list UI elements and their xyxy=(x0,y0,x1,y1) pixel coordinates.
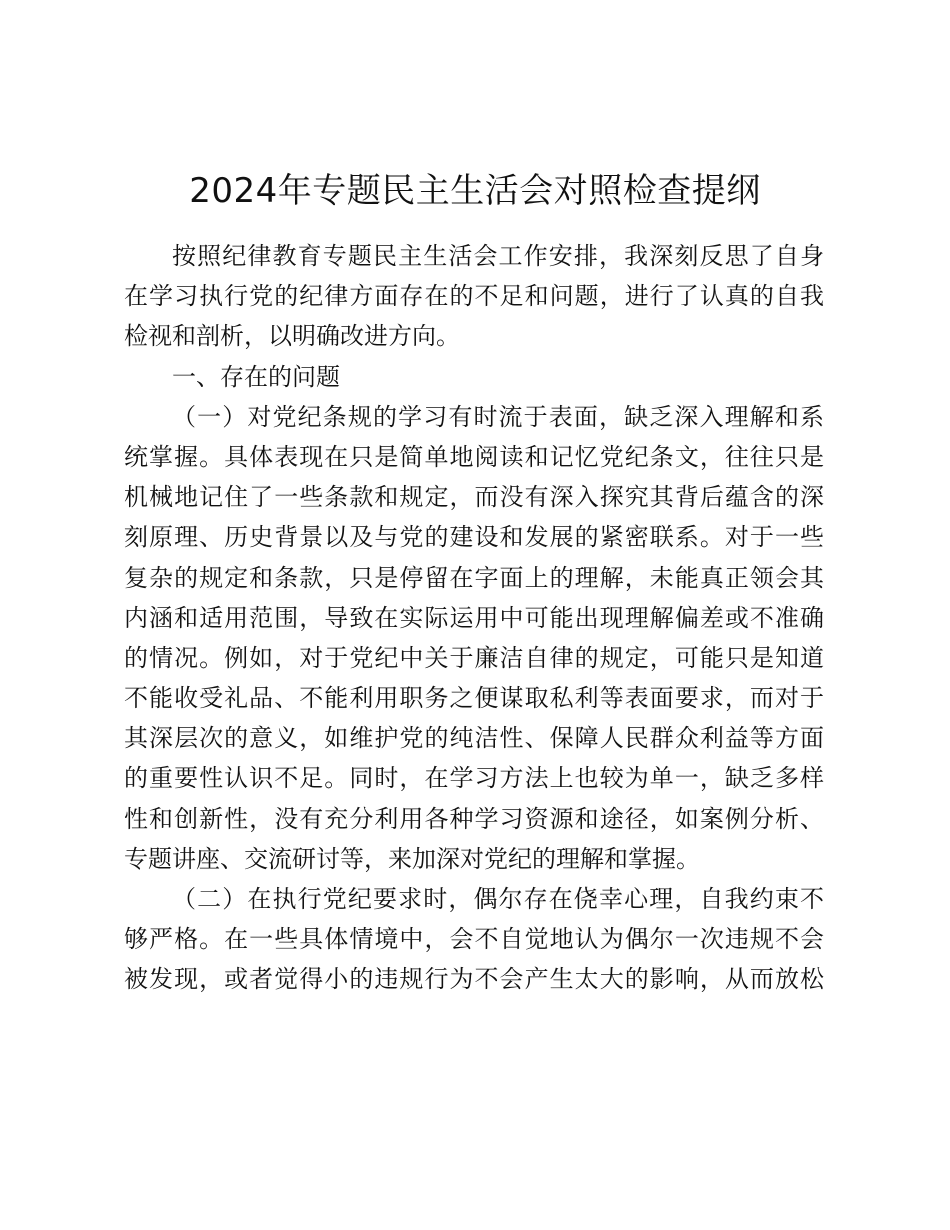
paragraph-line: 刻原理、历史背景以及与党的建设和发展的紧密联系。对于一些 xyxy=(124,523,824,552)
paragraph-line: 按照纪律教育专题民主生活会工作安排，我深刻反思了自身 xyxy=(172,242,824,270)
paragraph-line: （二）在执行党纪要求时，偶尔存在侥幸心理，自我约束不 xyxy=(172,885,824,913)
paragraph-line: 够严格。在一些具体情境中，会不自觉地认为偶尔一次违规不会 xyxy=(124,925,824,954)
document-title: 2024年专题民主生活会对照检查提纲 xyxy=(189,171,761,211)
document-body xyxy=(124,236,824,1000)
paragraph-line: 的情况。例如，对于党纪中关于廉洁自律的规定，可能只是知道 xyxy=(124,643,824,672)
paragraph-line: 的重要性认识不足。同时，在学习方法上也较为单一，缺乏多样 xyxy=(124,764,824,793)
paragraph-line: 内涵和适用范围，导致在实际运用中可能出现理解偏差或不准确 xyxy=(124,603,824,632)
paragraph-line: 复杂的规定和条款，只是停留在字面上的理解，未能真正领会其 xyxy=(124,563,824,592)
paragraph-line: 被发现，或者觉得小的违规行为不会产生太大的影响，从而放松 xyxy=(124,965,824,994)
paragraph-line: 不能收受礼品、不能利用职务之便谋取私利等表面要求，而对于 xyxy=(124,684,824,713)
paragraph-line: 其深层次的意义，如维护党的纯洁性、保障人民群众利益等方面 xyxy=(124,724,824,753)
section-heading: 一、存在的问题 xyxy=(172,362,340,391)
paragraph-line: 性和创新性，没有充分利用各种学习资源和途径，如案例分析、 xyxy=(124,804,824,833)
paragraph-line: 检视和剖析，以明确改进方向。 xyxy=(124,322,460,351)
paragraph-line: 在学习执行党的纪律方面存在的不足和问题，进行了认真的自我 xyxy=(124,282,824,311)
paragraph-line: 专题讲座、交流研讨等，来加深对党纪的理解和掌握。 xyxy=(124,844,700,873)
paragraph-line: 机械地记住了一些条款和规定，而没有深入探究其背后蕴含的深 xyxy=(124,483,824,512)
paragraph-line: （一）对党纪条规的学习有时流于表面，缺乏深入理解和系 xyxy=(172,402,824,431)
paragraph-line: 统掌握。具体表现在只是简单地阅读和记忆党纪条文，往往只是 xyxy=(124,442,824,471)
